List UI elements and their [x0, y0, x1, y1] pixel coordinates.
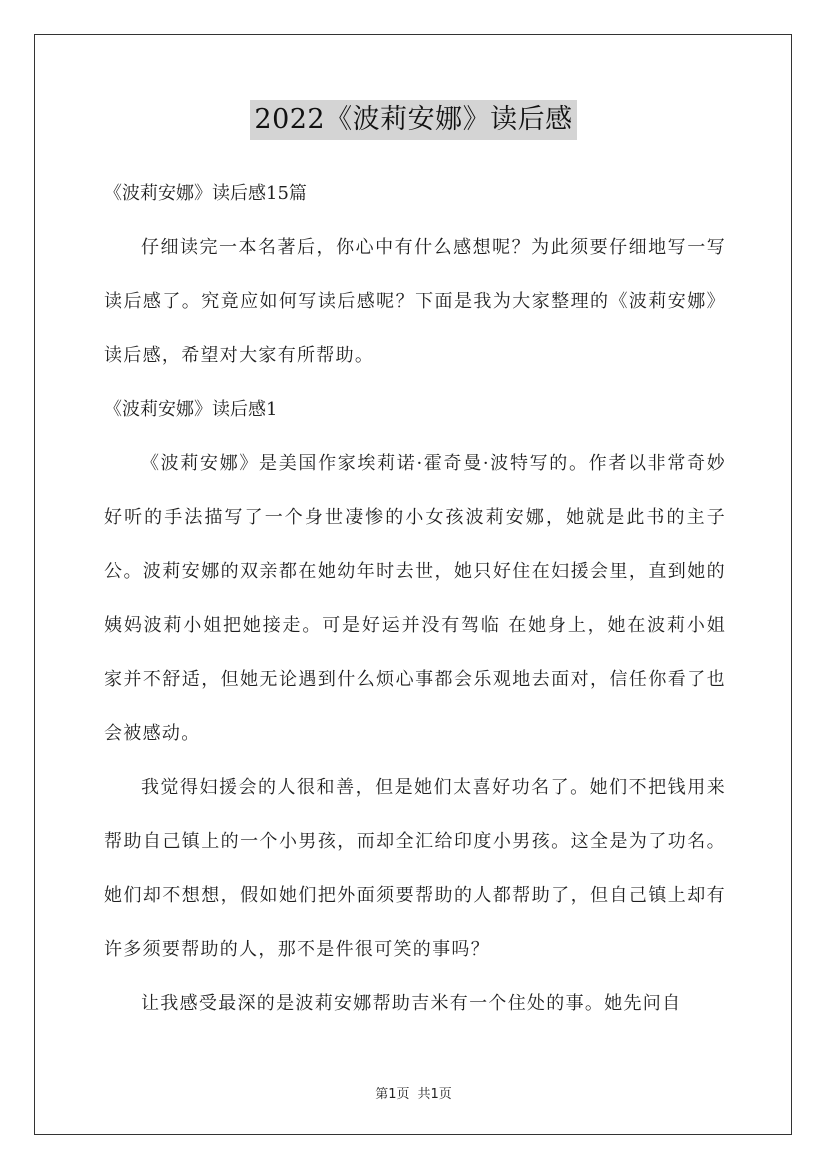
intro-paragraph: 仔细读完一本名著后，你心中有什么感想呢？为此须要仔细地写一写读后感了。究竟应如何写读后感呢？下面是我为大家整理的《波莉安娜》读后感，希望对大家有所帮助。 — [104, 237, 726, 366]
document-subtitle: 《波莉安娜》读后感15篇 — [104, 183, 307, 204]
document-title: 2022《波莉安娜》读后感 — [250, 100, 576, 140]
body-paragraph-1: 《波莉安娜》是美国作家埃莉诺·霍奇曼·波特写的。作者以非常奇妙好听的手法描写了一个身世凄惨的小女孩波莉安娜，她就是此书的主子公。波莉安娜的双亲都在她幼年时去世，她只好住在妇援会里，直到她的姨妈波莉小姐把她接走。可是好运并没有驾临 在她身上，她在波莉小姐家并不舒适，但她无论遇到什么烦心事都会乐观地去面对，信任你看了也会被感动。 — [104, 453, 726, 744]
page-number-current: 第1页 — [375, 1087, 410, 1102]
body-paragraph-2: 我觉得妇援会的人很和善，但是她们太喜好功名了。她们不把钱用来帮助自己镇上的一个小男孩，而却全汇给印度小男孩。这全是为了功名。她们却不想想，假如她们把外面须要帮助的人都帮助了，但自己镇上却有许多须要帮助的人，那不是件很可笑的事吗？ — [104, 777, 726, 960]
page-number-total: 共1页 — [417, 1087, 452, 1102]
section-heading: 《波莉安娜》读后感1 — [104, 399, 278, 420]
body-paragraph-3: 让我感受最深的是波莉安娜帮助吉米有一个住处的事。她先问自 — [141, 993, 682, 1014]
title-container — [0, 100, 827, 140]
page-footer — [0, 1083, 827, 1102]
